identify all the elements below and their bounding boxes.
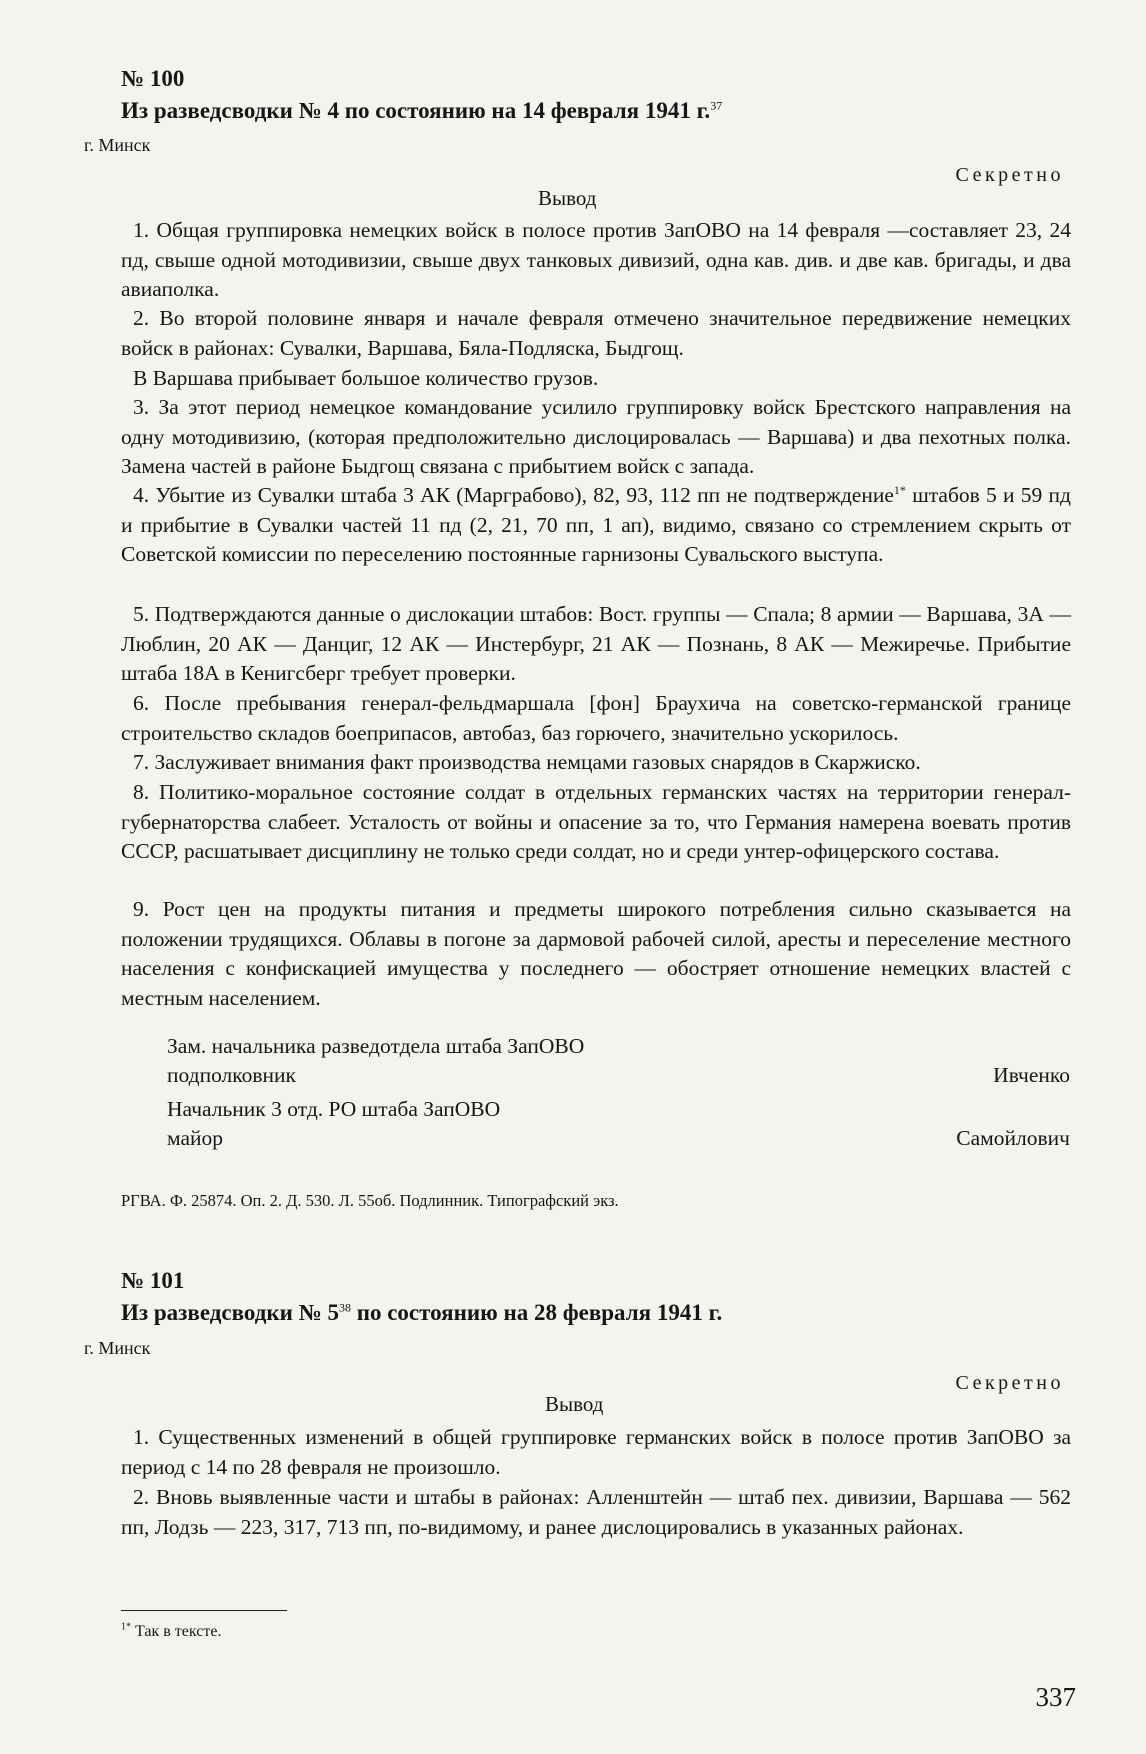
doc100-p4-start: 4. Убытие из Сувалки штаба 3 АК (Марграбово), 82, 93, 112 пп не подтверждение [133, 483, 894, 507]
doc100-title [121, 98, 722, 124]
signature-2-name: Самойлович [956, 1126, 1070, 1150]
doc100-paragraph-2: 2. Во второй половине января и начале февраля отмечено значительное передвижение немецких войск в районах: Сувалки, Варшава, Бяла-Подляска, Быдгощ. [121, 306, 1071, 360]
doc100-title-note: 37 [710, 98, 723, 113]
doc100-number: № 100 [121, 66, 185, 91]
doc100-paragraph-4 [121, 481, 1071, 570]
doc100-heading: Вывод [538, 186, 597, 210]
doc100-paragraph-7: 7. Заслуживает внимания факт производства немцами газовых снарядов в Скаржиско. [133, 750, 921, 774]
doc100-paragraph-6: 6. После пребывания генерал-фельдмаршала [фон] Браухича на советско-германской границе строительство складов боеприпасов, автобаз, баз горючего, значительно ускорилось. [121, 691, 1071, 745]
doc101-paragraph-2: 2. Вновь выявленные части и штабы в районах: Алленштейн — штаб пех. дивизии, Варшава — 562 пп, Лодзь — 223, 317, 713 пп, по-видимому, и ранее дислоцировались в указанных районах. [121, 1485, 1071, 1539]
footnote-divider [121, 1610, 287, 1611]
doc101-title-text-b: по состоянию на 28 февраля 1941 г. [350, 1300, 723, 1325]
footnote [121, 1623, 221, 1641]
signature-1-title: Зам. начальника разведотдела штаба ЗапОВО [167, 1034, 585, 1058]
page-number: 337 [1035, 1682, 1076, 1712]
signature-1-rank: подполковник [167, 1063, 296, 1087]
doc101-paragraph-1: 1. Существенных изменений в общей группировке германских войск в полосе против ЗапОВО за период с 14 по 28 февраля не произошло. [121, 1425, 1071, 1479]
doc100-paragraph-8: 8. Политико-моральное состояние солдат в отдельных германских частях на территории генерал-губернаторства слабеет. Усталость от войны и опасение за то, что Германия намерена воевать против СССР, расшатывает дисциплину не только среди солдат, но и среди унтер-офицерского состава. [121, 780, 1071, 863]
doc100-p4-rest: штабов 5 и 59 пд и прибытие в Сувалки частей 11 пд (2, 21, 70 пп, 1 ап), видимо, связано со стремлением скрыть от Советской комиссии по переселению постоянные гарнизоны Сувальского выступа. [121, 483, 1071, 566]
doc100-paragraph-1: 1. Общая группировка немецких войск в полосе против ЗапОВО на 14 февраля —составляет 23, 24 пд, свыше одной мотодивизии, свыше двух танковых дивизий, одна кав. див. и две кав. бригады, и два авиаполка. [121, 218, 1071, 301]
doc100-paragraph-3: 3. За этот период немецкое командование усилило группировку войск Брестского направления на одну мотодивизию, (которая предположительно дислоцировалась — Варшава) и два пехотных полка. Замена частей в районе Быдгощ связана с прибытием войск с запада. [121, 395, 1071, 478]
doc101-place: г. Минск [84, 1338, 151, 1358]
doc100-paragraph-2b: В Варшава прибывает большое количество грузов. [133, 366, 599, 390]
footnote-ref: 1* [893, 482, 906, 497]
footnote-text: Так в тексте. [135, 1623, 222, 1640]
doc100-source: РГВА. Ф. 25874. Оп. 2. Д. 530. Л. 55об. Подлинник. Типографский экз. [121, 1191, 619, 1210]
doc100-classification: Секретно [955, 164, 1064, 186]
doc100-place: г. Минск [84, 135, 151, 155]
doc100-paragraph-9: 9. Рост цен на продукты питания и предметы широкого потребления сильно сказывается на положении трудящихся. Облавы в погоне за дармовой рабочей силой, аресты и переселение местного населения с конфискацией имущества у последнего — обостряет отношение немецких властей с местным населением. [121, 897, 1071, 1010]
signature-2-title: Начальник 3 отд. РО штаба ЗапОВО [167, 1097, 501, 1121]
doc101-title-text-a: Из разведсводки № 5 [121, 1300, 339, 1325]
doc100-paragraph-5: 5. Подтверждаются данные о дислокации штабов: Вост. группы — Спала; 8 армии — Варшава, 3А — Люблин, 20 АК — Данциг, 12 АК — Инстербург, 21 АК — Познань, 8 АК — Межиречье. Прибытие штаба 18А в Кенигсберг требует проверки. [121, 602, 1071, 685]
doc101-classification: Секретно [955, 1372, 1064, 1394]
signature-2-rank: майор [167, 1126, 224, 1150]
doc101-heading: Вывод [545, 1392, 604, 1416]
doc101-title [121, 1300, 722, 1326]
doc100-title-text: Из разведсводки № 4 по состоянию на 14 февраля 1941 г. [121, 98, 711, 123]
doc101-number: № 101 [121, 1268, 185, 1293]
signature-1-name: Ивченко [993, 1063, 1070, 1087]
footnote-mark: 1* [121, 1621, 131, 1633]
doc101-title-note: 38 [338, 1300, 351, 1315]
